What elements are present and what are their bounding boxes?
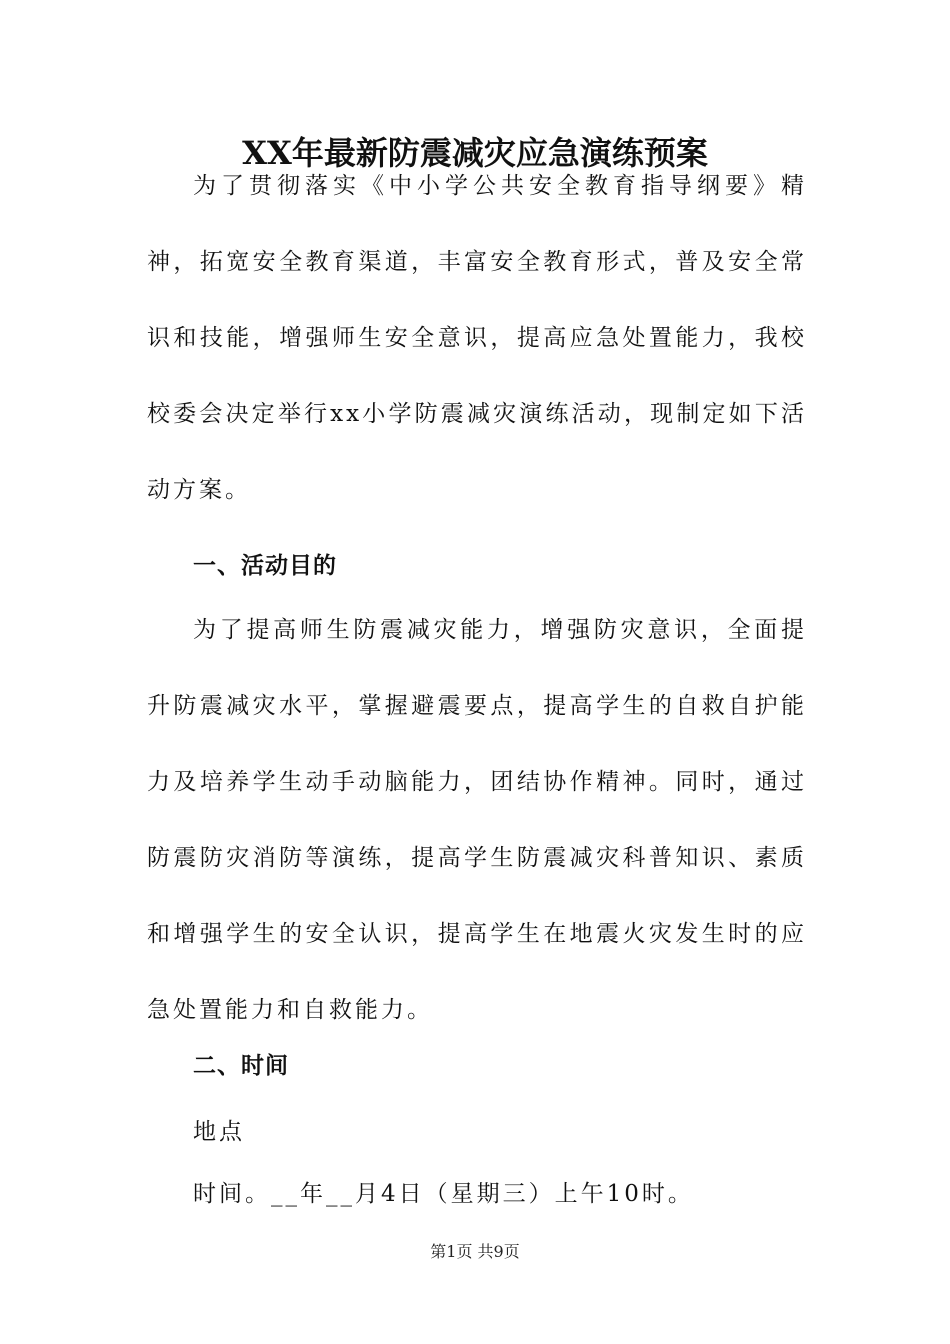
section-1-paragraph: 为了提高师生防震减灾能力，增强防灾意识，全面提升防震减灾水平，掌握避震要点，提高学生的自救自护能力及培养学生动手动脑能力，团结协作精神。同时，通过防震防灾消防等演练，提高学生防震减灾科普知识、素质和增强学生的安全认识，提高学生在地震火灾发生时的应急处置能力和自救能力。 [147, 617, 807, 1023]
section-2 [147, 1028, 807, 1104]
document-title: XX年最新防震减灾应急演练预案 [242, 134, 708, 172]
location-line: 地点 [193, 1119, 245, 1145]
section-2-heading: 二、时间 [193, 1053, 289, 1079]
section-1-heading: 一、活动目的 [193, 553, 337, 579]
time-line: 时间。__年__月4日（星期三）上午10时。 [193, 1181, 694, 1207]
section-2-time [147, 1156, 807, 1232]
intro-paragraph: 为了贯彻落实《中小学公共安全教育指导纲要》精神，拓宽安全教育渠道，丰富安全教育形式，普及安全常识和技能，增强师生安全意识，提高应急处置能力，我校校委会决定举行xx小学防震减灾演练活动，现制定如下活动方案。 [147, 173, 807, 503]
page-footer: 第1页 共9页 [430, 1242, 520, 1261]
document-body [147, 148, 807, 528]
section-1-content [147, 592, 807, 1048]
